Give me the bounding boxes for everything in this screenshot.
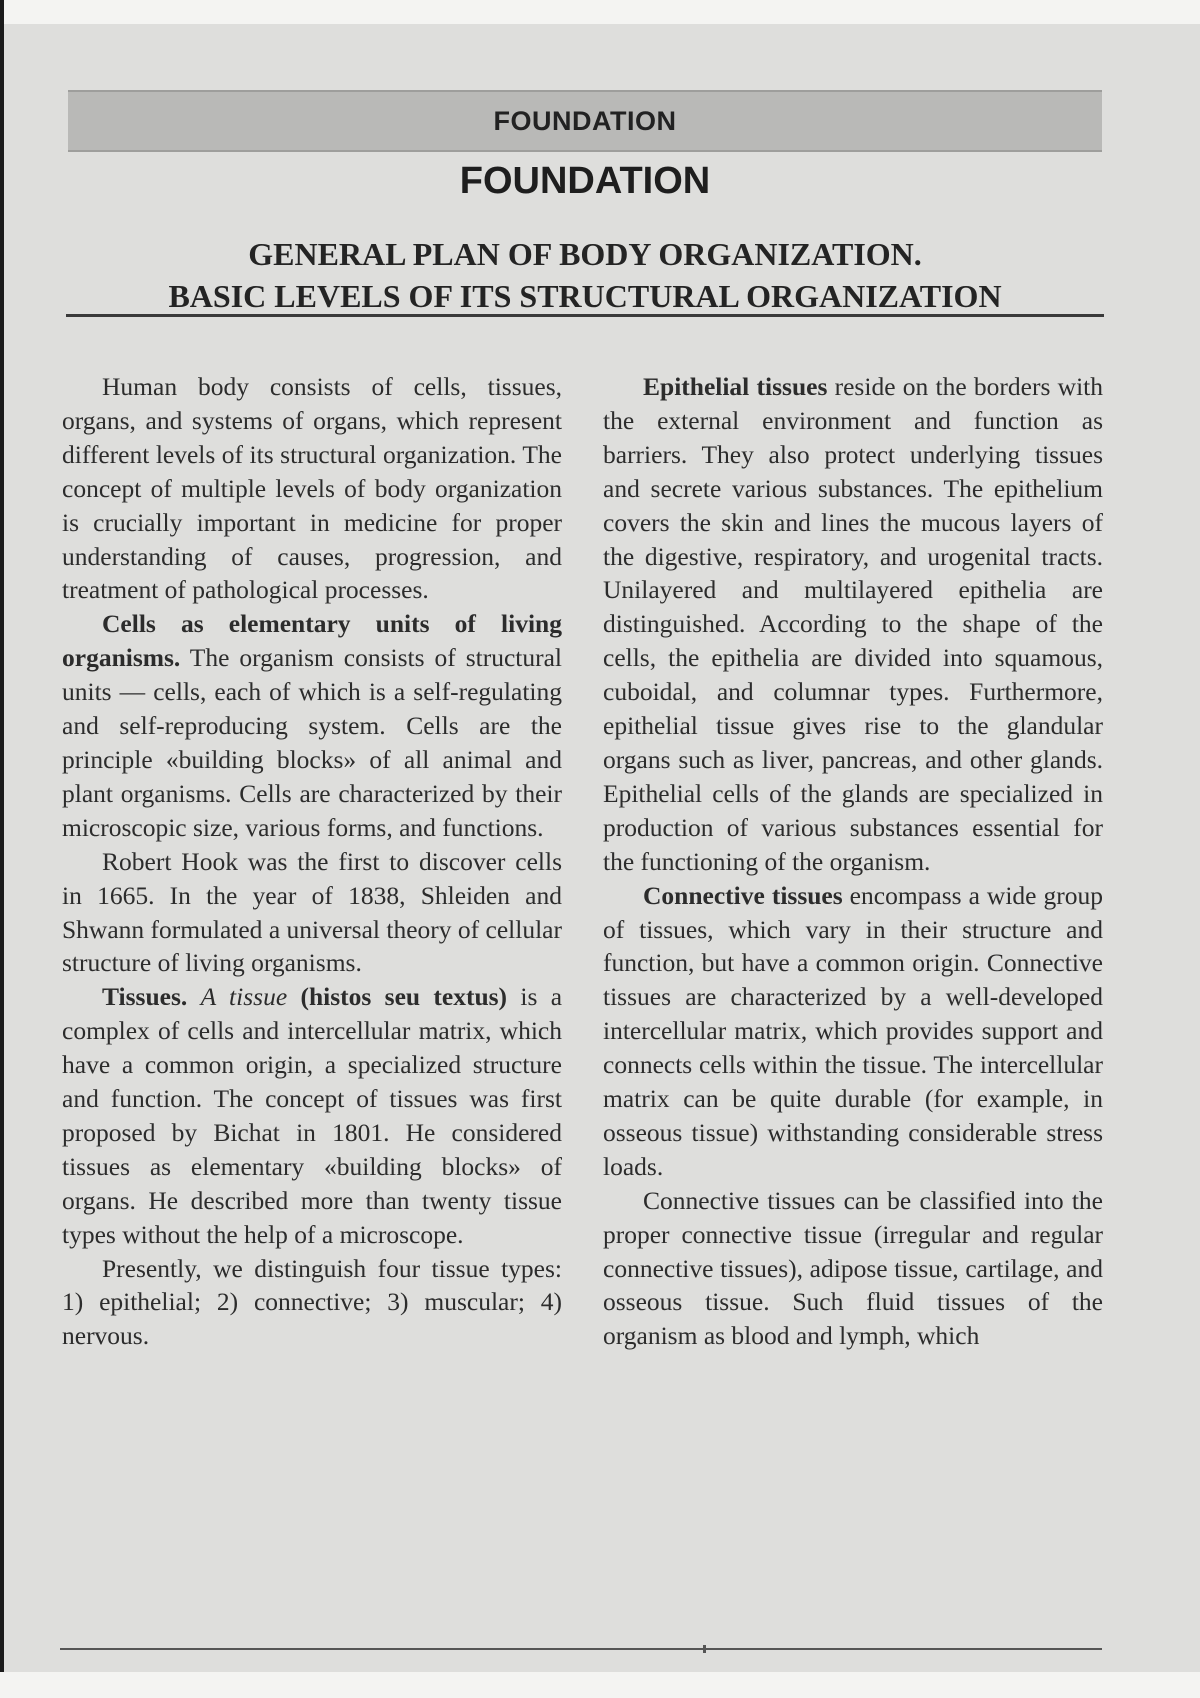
heading-epithelial: Epithelial tissues: [643, 372, 828, 401]
section-title-line-1: GENERAL PLAN OF BODY ORGANIZATION.: [248, 236, 922, 272]
bottom-divider-mark: [703, 1645, 706, 1653]
paragraph-epithelial-text: reside on the borders with the external environment and function as barriers. They also protect underlying tissues and secrete various substances. The epithelium covers the skin and lines the mucous layers of the digestive, respiratory, and urogenital tracts. Unilayered and multilayered epithelia are distinguished. According to the shape of the cells, the epithelia are divided into squamous, cuboidal, and columnar types. Furthermore, epithelial tissue gives rise to the glandular organs such as liver, pancreas, and other glands. Epithelial cells of the glands are specialized in production of various substances essential for the functioning of the organism.: [603, 372, 1103, 876]
paragraph-hook: Robert Hook was the first to discover cells in 1665. In the year of 1838, Shleiden and Shwann formulated a universal theory of cellular structure of living organisms.: [62, 846, 562, 978]
title-divider: [66, 314, 1104, 317]
term-latin: (histos seu textus): [300, 982, 508, 1012]
paragraph-connective-text: encompass a wide group of tissues, which vary in their structure and function, but have a common origin. Connective tissues are characterized by a well-developed intercellular matrix, which provides support and connects cells within the tissue. The intercellular matrix can be quite durable (for example, in osseous tissue) withstanding considerable stress loads.: [603, 880, 1103, 1181]
section-title-line-2: BASIC LEVELS OF ITS STRUCTURAL ORGANIZATION: [168, 278, 1002, 314]
term-a-tissue: A tissue: [200, 982, 288, 1012]
paragraph-cells-text: The organism consists of structural units — cells, each of which is a self-regulating and self-reproducing system. Cells are the principle «building blocks» of all animal and plant organisms. Cells are characterized by their microscopic size, various forms, and functions.: [62, 643, 562, 842]
scan-left-edge: [0, 0, 4, 1698]
paragraph-body-organization: Human body consists of cells, tissues, organs, and systems of organs, which represent different levels of its structural organization. The concept of multiple levels of body organization is crucially important in medicine for proper understanding of causes, progression, and treatment of pathological processes.: [62, 372, 562, 605]
chapter-title: FOUNDATION: [459, 160, 711, 202]
paragraph-tissue-types: Presently, we distinguish four tissue types: 1) epithelial; 2) connective; 3) muscular; 4) nervous.: [62, 1253, 562, 1351]
heading-connective: Connective tissues: [643, 880, 843, 910]
paragraph-tissues: [62, 980, 562, 1251]
running-header: [68, 90, 1102, 152]
paragraph-epithelial: [603, 370, 1103, 879]
section-title: [60, 233, 1110, 317]
scan-bottom-margin: [0, 1672, 1200, 1698]
bottom-divider: [60, 1648, 1102, 1650]
left-column: [62, 370, 562, 1353]
running-header-text: FOUNDATION: [493, 105, 677, 136]
paragraph-classification: Connective tissues can be classified into the proper connective tissue (irregular and regular connective tissues), adipose tissue, cartilage, and osseous tissue. Such fluid tissues of the organism as blood and lymph, which: [603, 1185, 1103, 1351]
paragraph-tissues-text: is a complex of cells and intercellular matrix, which have a common origin, a specialized structure and function. The concept of tissues was first proposed by Bichat in 1801. He considered tissues as elementary «building blocks» of organs. He described more than twenty tissue types without the help of a microscope.: [62, 982, 563, 1249]
heading-cells: Cells as elementary units of living organisms.: [62, 609, 562, 673]
scan-top-margin: [0, 0, 1200, 24]
heading-tissues: Tissues.: [102, 982, 188, 1012]
paragraph-connective: [603, 879, 1103, 1184]
right-column: [603, 370, 1103, 1353]
paragraph-cells: [62, 607, 562, 844]
